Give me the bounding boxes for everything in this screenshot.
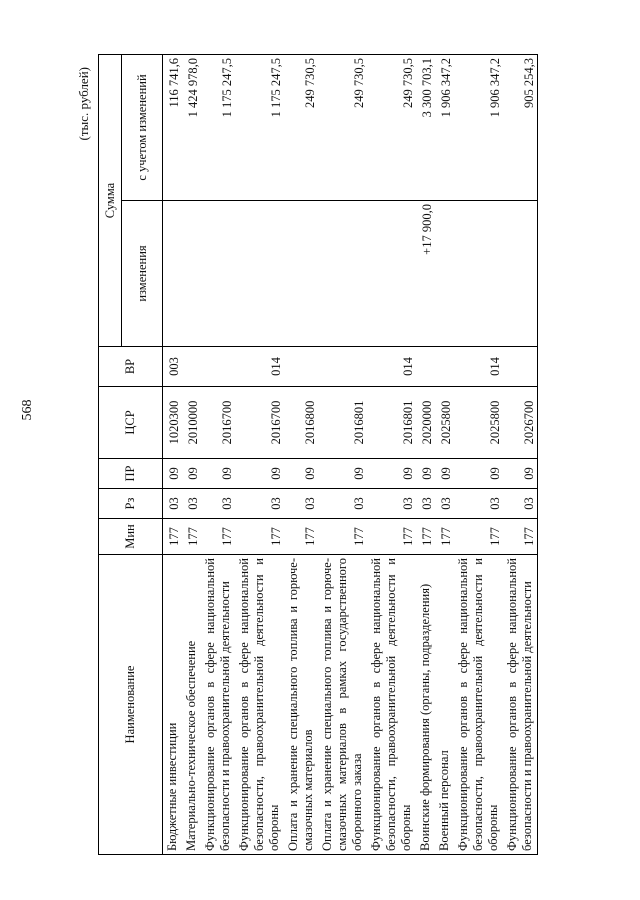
table-row xyxy=(284,55,318,855)
row-pr: 09 xyxy=(318,459,367,489)
row-rz: 03 xyxy=(454,489,503,519)
row-rz: 03 xyxy=(182,489,201,519)
row-pr: 09 xyxy=(416,459,435,489)
row-changes xyxy=(318,201,367,347)
row-rz: 03 xyxy=(367,489,416,519)
row-csr: 2026700 xyxy=(503,387,538,459)
row-total: 1 175 247,5 xyxy=(201,55,235,201)
row-changes xyxy=(454,201,503,347)
row-min: 177 xyxy=(503,519,538,555)
row-pr: 09 xyxy=(284,459,318,489)
header-with-changes: с учетом изменений xyxy=(122,55,163,201)
row-total: 249 730,5 xyxy=(367,55,416,201)
header-name: Наименование xyxy=(99,555,163,855)
row-name: Воинские формирования (органы, подразделения) xyxy=(416,555,435,855)
row-csr: 2016700 xyxy=(201,387,235,459)
row-rz: 03 xyxy=(416,489,435,519)
row-total: 116 741,6 xyxy=(163,55,183,201)
row-min: 177 xyxy=(454,519,503,555)
row-total: 249 730,5 xyxy=(318,55,367,201)
table-row xyxy=(435,55,454,855)
row-pr: 09 xyxy=(454,459,503,489)
row-vr: 014 xyxy=(367,347,416,387)
row-total: 1 424 978,0 xyxy=(182,55,201,201)
row-total: 249 730,5 xyxy=(284,55,318,201)
row-changes xyxy=(201,201,235,347)
row-rz: 03 xyxy=(163,489,183,519)
header-csr: ЦСР xyxy=(99,387,163,459)
header-pr: ПР xyxy=(99,459,163,489)
table-row xyxy=(416,55,435,855)
row-rz: 03 xyxy=(503,489,538,519)
row-min: 177 xyxy=(201,519,235,555)
row-changes xyxy=(367,201,416,347)
row-changes xyxy=(503,201,538,347)
row-name: Оплата и хранение специального топлива и горюче-смазочных материалов xyxy=(284,555,318,855)
row-pr: 09 xyxy=(235,459,284,489)
row-min: 177 xyxy=(163,519,183,555)
row-name: Функционирование органов в сфере национальной безопасности и правоохранительной деятельности xyxy=(503,555,538,855)
row-name: Функционирование органов в сфере национальной безопасности, правоохранительной деятельности и обороны xyxy=(454,555,503,855)
page-number: 568 xyxy=(20,399,35,421)
row-csr: 2020000 xyxy=(416,387,435,459)
row-name: Военный персонал xyxy=(435,555,454,855)
table-row xyxy=(503,55,538,855)
row-rz: 03 xyxy=(235,489,284,519)
budget-table xyxy=(98,54,538,855)
row-changes xyxy=(284,201,318,347)
row-name: Функционирование органов в сфере национальной безопасности и правоохранительной деятельности xyxy=(201,555,235,855)
row-changes xyxy=(182,201,201,347)
row-min: 177 xyxy=(367,519,416,555)
row-name: Функционирование органов в сфере национальной безопасности, правоохранительной деятельности и обороны xyxy=(235,555,284,855)
row-csr: 2010000 xyxy=(182,387,201,459)
row-changes xyxy=(435,201,454,347)
table-row xyxy=(318,55,367,855)
row-vr xyxy=(435,347,454,387)
row-vr xyxy=(182,347,201,387)
table-row xyxy=(163,55,183,855)
row-changes xyxy=(163,201,183,347)
header-sum: Сумма xyxy=(99,55,122,347)
row-min: 177 xyxy=(235,519,284,555)
row-rz: 03 xyxy=(435,489,454,519)
row-csr: 2025800 xyxy=(435,387,454,459)
row-csr: 2016801 xyxy=(367,387,416,459)
row-vr xyxy=(503,347,538,387)
header-rz: Рз xyxy=(99,489,163,519)
row-rz: 03 xyxy=(318,489,367,519)
row-vr: 003 xyxy=(163,347,183,387)
row-total: 905 254,3 xyxy=(503,55,538,201)
row-vr xyxy=(284,347,318,387)
row-csr: 2025800 xyxy=(454,387,503,459)
header-vr: ВР xyxy=(99,347,163,387)
row-changes xyxy=(235,201,284,347)
row-pr: 09 xyxy=(435,459,454,489)
row-total: 1 906 347,2 xyxy=(435,55,454,201)
row-min: 177 xyxy=(416,519,435,555)
row-min: 177 xyxy=(284,519,318,555)
row-min: 177 xyxy=(318,519,367,555)
row-vr xyxy=(201,347,235,387)
row-pr: 09 xyxy=(182,459,201,489)
header-min: Мин xyxy=(99,519,163,555)
row-csr: 2016801 xyxy=(318,387,367,459)
table-row xyxy=(367,55,416,855)
row-name: Оплата и хранение специального топлива и горюче-смазочных материалов в рамках государственного оборонного заказа xyxy=(318,555,367,855)
row-csr: 2016700 xyxy=(235,387,284,459)
row-name: Функционирование органов в сфере национальной безопасности, правоохранительной деятельности и обороны xyxy=(367,555,416,855)
rotated-table-block xyxy=(70,55,600,855)
row-rz: 03 xyxy=(284,489,318,519)
row-name: Материально-техническое обеспечение xyxy=(182,555,201,855)
row-changes: +17 900,0 xyxy=(416,201,435,347)
row-min: 177 xyxy=(435,519,454,555)
row-csr: 2016800 xyxy=(284,387,318,459)
table-row xyxy=(454,55,503,855)
row-name: Бюджетные инвестиции xyxy=(163,555,183,855)
row-vr: 014 xyxy=(454,347,503,387)
row-vr xyxy=(416,347,435,387)
row-csr: 1020300 xyxy=(163,387,183,459)
units-caption: (тыс. рублей) xyxy=(76,67,91,141)
row-pr: 09 xyxy=(367,459,416,489)
header-changes: изменения xyxy=(122,201,163,347)
row-total: 1 175 247,5 xyxy=(235,55,284,201)
row-rz: 03 xyxy=(201,489,235,519)
row-vr: 014 xyxy=(235,347,284,387)
row-min: 177 xyxy=(182,519,201,555)
row-total: 3 300 703,1 xyxy=(416,55,435,201)
row-pr: 09 xyxy=(201,459,235,489)
row-pr: 09 xyxy=(163,459,183,489)
table-row xyxy=(201,55,235,855)
row-pr: 09 xyxy=(503,459,538,489)
row-vr xyxy=(318,347,367,387)
table-row xyxy=(235,55,284,855)
table-row xyxy=(182,55,201,855)
row-total: 1 906 347,2 xyxy=(454,55,503,201)
